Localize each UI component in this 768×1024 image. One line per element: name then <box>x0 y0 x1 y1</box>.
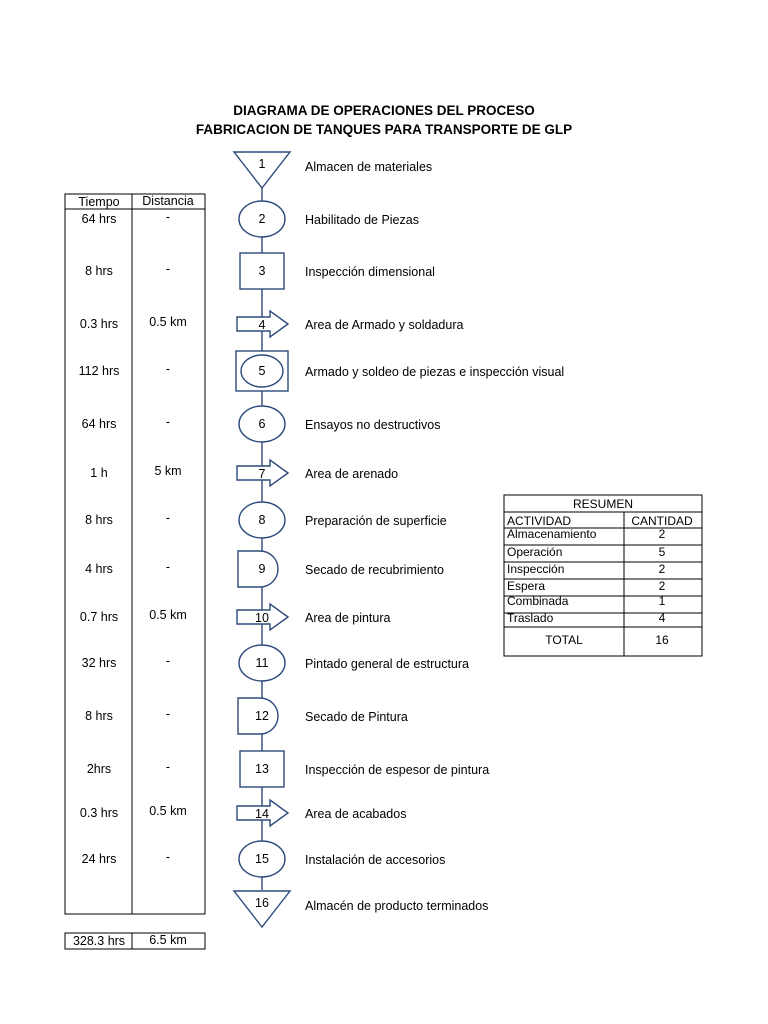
times-table-row <box>82 654 170 670</box>
times-table-row <box>87 760 170 776</box>
process-step <box>239 841 445 877</box>
step-label: Preparación de superficie <box>305 514 447 528</box>
times-table-row <box>79 362 170 378</box>
process-step <box>234 891 488 927</box>
step-label: Instalación de accesorios <box>305 853 446 867</box>
step-number: 2 <box>258 212 266 226</box>
summary-activity-cell: Almacenamiento <box>507 527 597 541</box>
times-table-row <box>85 262 170 278</box>
summary-quantity-cell: 2 <box>658 579 666 593</box>
time-cell: 112 hrs <box>78 364 120 378</box>
time-cell: 0.3 hrs <box>79 806 119 820</box>
times-table-row <box>80 315 187 331</box>
step-label: Almacén de producto terminados <box>305 899 489 913</box>
time-cell: 8 hrs <box>85 264 113 278</box>
summary-quantity-cell: 4 <box>658 611 666 625</box>
step-number: 12 <box>255 709 269 723</box>
step-label: Almacen de materiales <box>305 160 433 174</box>
times-total-time: 328.3 hrs <box>72 934 126 948</box>
summary-header-activity: ACTIVIDAD <box>507 514 572 528</box>
times-table <box>65 194 205 949</box>
times-header-distance: Distancia <box>142 194 194 208</box>
times-table-row <box>80 804 187 820</box>
distance-cell: 5 km <box>154 464 182 478</box>
times-total-distance: 6.5 km <box>149 933 187 947</box>
step-label: Armado y soldeo de piezas e inspección visual <box>305 365 565 379</box>
distance-cell: 0.5 km <box>149 315 187 329</box>
step-number: 6 <box>258 417 266 431</box>
distance-cell: - <box>165 560 171 574</box>
step-label: Ensayos no destructivos <box>305 418 441 432</box>
distance-cell: - <box>165 415 171 429</box>
distance-cell: 0.5 km <box>149 804 187 818</box>
summary-quantity-cell: 2 <box>658 562 666 576</box>
time-cell: 2hrs <box>86 762 112 776</box>
distance-cell: - <box>165 262 171 276</box>
distance-cell: - <box>165 511 171 525</box>
step-number: 4 <box>258 318 266 332</box>
process-step <box>236 351 564 391</box>
step-label: Area de Armado y soldadura <box>305 318 464 332</box>
step-label: Habilitado de Piezas <box>305 213 419 227</box>
times-header-time: Tiempo <box>78 195 120 209</box>
diagram-title: DIAGRAMA DE OPERACIONES DEL PROCESO <box>233 103 535 118</box>
step-number: 1 <box>258 157 266 171</box>
step-number: 11 <box>255 656 269 670</box>
times-table-row <box>82 850 170 866</box>
process-step <box>238 698 408 734</box>
step-number: 5 <box>258 364 266 378</box>
process-step <box>239 502 447 538</box>
process-step <box>237 604 391 630</box>
step-number: 15 <box>255 852 269 866</box>
summary-activity-cell: Inspección <box>507 562 565 576</box>
summary-quantity-cell: 5 <box>658 545 666 559</box>
time-cell: 32 hrs <box>81 656 117 670</box>
summary-total-label: TOTAL <box>545 633 583 647</box>
step-label: Secado de Pintura <box>305 710 408 724</box>
time-cell: 0.3 hrs <box>79 317 119 331</box>
times-table-row <box>82 415 170 431</box>
process-step <box>240 253 435 289</box>
process-step <box>239 406 441 442</box>
step-number: 7 <box>258 467 266 481</box>
time-cell: 4 hrs <box>85 562 113 576</box>
step-number: 13 <box>255 762 269 776</box>
summary-total-value: 16 <box>655 633 669 647</box>
step-label: Pintado general de estructura <box>305 657 469 671</box>
summary-header-quantity: CANTIDAD <box>631 514 693 528</box>
process-step <box>237 460 398 486</box>
step-number: 16 <box>255 896 269 910</box>
process-step <box>238 551 444 587</box>
step-label: Area de pintura <box>305 611 391 625</box>
distance-cell: - <box>165 210 171 224</box>
step-number: 3 <box>258 264 266 278</box>
distance-cell: - <box>165 654 171 668</box>
summary-row <box>507 562 666 576</box>
step-label: Area de acabados <box>305 807 407 821</box>
distance-cell: - <box>165 760 171 774</box>
times-table-row <box>82 210 170 226</box>
distance-cell: - <box>165 362 171 376</box>
distance-cell: - <box>165 707 171 721</box>
time-cell: 64 hrs <box>81 212 117 226</box>
process-step <box>237 311 463 337</box>
time-cell: 64 hrs <box>81 417 117 431</box>
summary-row <box>507 527 666 541</box>
step-label: Inspección de espesor de pintura <box>305 763 490 777</box>
time-cell: 8 hrs <box>85 513 113 527</box>
summary-row <box>507 545 666 559</box>
times-table-row <box>80 608 187 624</box>
summary-row <box>507 579 666 593</box>
process-step <box>239 645 469 681</box>
step-number: 10 <box>255 611 269 625</box>
process-step <box>234 152 432 188</box>
step-label: Area de arenado <box>305 467 399 481</box>
time-cell: 8 hrs <box>85 709 113 723</box>
times-table-row <box>90 464 181 480</box>
process-step <box>240 751 489 787</box>
process-step <box>239 201 419 237</box>
summary-quantity-cell: 2 <box>658 527 666 541</box>
times-table-row <box>85 511 170 527</box>
time-cell: 24 hrs <box>81 852 117 866</box>
distance-cell: 0.5 km <box>149 608 187 622</box>
time-cell: 0.7 hrs <box>79 610 119 624</box>
step-number: 8 <box>258 513 266 527</box>
summary-title: RESUMEN <box>572 497 634 511</box>
distance-cell: - <box>165 850 171 864</box>
times-table-row <box>85 707 170 723</box>
summary-table <box>504 495 702 656</box>
summary-quantity-cell: 1 <box>658 594 666 608</box>
step-number: 14 <box>255 807 269 821</box>
summary-activity-cell: Combinada <box>507 594 569 608</box>
diagram-subtitle: FABRICACION DE TANQUES PARA TRANSPORTE DE GLP <box>195 122 573 137</box>
summary-activity-cell: Traslado <box>507 611 554 625</box>
step-number: 9 <box>258 562 266 576</box>
time-cell: 1 h <box>90 466 108 480</box>
step-label: Inspección dimensional <box>305 265 435 279</box>
summary-activity-cell: Espera <box>507 579 546 593</box>
times-table-row <box>85 560 170 576</box>
step-label: Secado de recubrimiento <box>305 563 444 577</box>
summary-activity-cell: Operación <box>507 545 563 559</box>
